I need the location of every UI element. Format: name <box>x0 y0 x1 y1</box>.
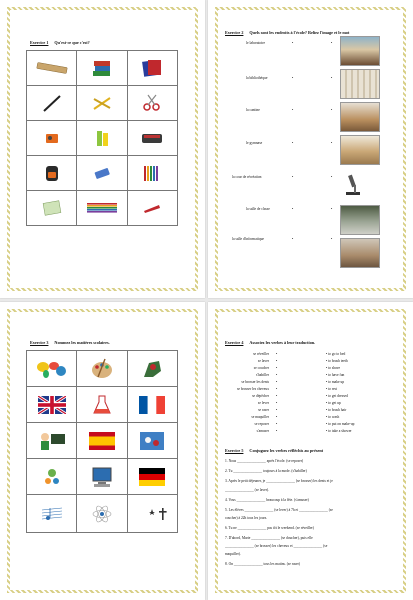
match-dot: • <box>292 207 294 211</box>
translation-item: • to go to bed <box>326 352 346 356</box>
history-icon <box>139 357 165 381</box>
place-label: la cantine <box>246 108 260 112</box>
match-dot: • <box>292 175 294 179</box>
grid-cell <box>127 387 177 423</box>
place-label: la salle de classe <box>246 207 270 211</box>
pen-icon <box>41 93 63 113</box>
grid-cell <box>127 495 177 533</box>
art-palette-icon <box>89 357 115 381</box>
match-dot: • <box>276 366 278 370</box>
match-dot: • <box>331 207 333 211</box>
worksheet-page-2 <box>208 0 413 298</box>
grid-cell <box>27 387 77 423</box>
grid-cell <box>77 121 127 156</box>
translation-item: • to rest <box>326 387 338 391</box>
corridor-photo <box>340 69 380 99</box>
sentence-line: 2. Tu ________________ toujours à la mode. (s'habiller) <box>225 469 307 473</box>
school-subjects-grid <box>26 350 178 533</box>
pencils-icon <box>91 93 113 113</box>
translation-item: • to wash <box>326 415 340 419</box>
match-dot: • <box>276 401 278 405</box>
exercise-1-heading: Exercice 1 Qu'est-ce que c'est? <box>30 40 90 45</box>
biology-icon <box>40 465 64 489</box>
translation-item: • to put on make-up <box>326 422 355 426</box>
exercise-3-heading: Exercice 3 Nommez les matières scolaires. <box>30 340 110 345</box>
translation-item: • to get up <box>326 401 341 405</box>
worksheet-page-3 <box>0 302 205 600</box>
translation-item: • to shave <box>326 366 341 370</box>
ruler-icon <box>35 61 69 75</box>
place-label: le gymnase <box>246 141 263 145</box>
grid-cell <box>27 459 77 495</box>
playground-photo <box>340 205 380 235</box>
sports-icon <box>138 430 166 452</box>
match-dot: • <box>331 237 333 241</box>
translation-item: • to brush hair <box>326 408 347 412</box>
translation-item: • to brush teeth <box>326 359 348 363</box>
world-map-icon <box>34 358 70 380</box>
stapler-icon <box>141 199 163 217</box>
match-dot: • <box>276 359 278 363</box>
sentence-line: 7. D'abord, Marie ________________ (se doucher), puis elle <box>225 536 313 540</box>
grid-cell <box>27 351 77 387</box>
grid-cell <box>77 387 127 423</box>
match-dot: • <box>292 41 294 45</box>
worksheet-page-1 <box>0 0 205 298</box>
exercise-2-heading: Exercice 2 Quels sont les endroits à l'école? Reliez l'image et le mot <box>225 30 350 35</box>
grid-cell <box>127 156 177 191</box>
place-label: la cour de récréation <box>232 175 262 179</box>
grid-cell <box>77 423 127 459</box>
classroom-photo <box>340 102 380 132</box>
backpack-icon <box>41 162 63 184</box>
microscope-icon <box>340 172 366 198</box>
cafeteria-photo <box>340 36 380 66</box>
grid-cell <box>27 121 77 156</box>
grid-cell <box>27 495 77 533</box>
uk-flag-icon <box>38 396 66 414</box>
scissors-icon <box>141 93 163 113</box>
translation-item: • to make up <box>326 380 345 384</box>
exercise-4-heading: Exercice 4 Associez les verbes à leur traduction. <box>225 340 316 345</box>
grid-cell <box>127 86 177 121</box>
grid-cell <box>127 51 177 86</box>
sentence-line: ________________ (se brosser) les cheveux et ________________ (se <box>225 544 328 548</box>
microscope-photo <box>340 172 366 198</box>
grid-cell <box>77 191 127 226</box>
verb-item: se réveiller <box>253 352 269 356</box>
match-dot: • <box>331 76 333 80</box>
germany-flag-icon <box>139 468 165 486</box>
exercise-5-heading: Exercice 5 Conjuguez les verbes réfléchis au présent <box>225 448 324 453</box>
match-dot: • <box>292 108 294 112</box>
match-dot: • <box>276 408 278 412</box>
verb-item: se brosser les dents <box>241 380 269 384</box>
grid-cell <box>127 351 177 387</box>
colored-pencils-icon <box>141 162 163 184</box>
grid-cell <box>77 86 127 121</box>
grid-cell <box>27 191 77 226</box>
verb-item: se coucher <box>253 366 269 370</box>
sentence-line: 3. Après le petit déjeuner, je ________________ (se brosser) les dents et je <box>225 479 333 483</box>
grid-cell <box>127 191 177 226</box>
felt-pens-icon <box>85 201 119 215</box>
glue-stick-icon <box>91 128 113 148</box>
verb-item: s'amuser <box>256 429 269 433</box>
sentence-line: 6. Tu ne ________________ pas tôt le weekend. (se réveiller) <box>225 526 314 530</box>
grid-cell <box>27 86 77 121</box>
match-dot: • <box>292 76 294 80</box>
translation-item: • to get dressed <box>326 394 348 398</box>
match-dot: • <box>331 41 333 45</box>
spain-flag-icon <box>89 432 115 450</box>
computer-room-photo <box>340 135 380 165</box>
france-flag-icon <box>139 396 165 414</box>
notebooks-icon <box>141 58 163 78</box>
match-dot: • <box>276 387 278 391</box>
grid-cell <box>77 495 127 533</box>
pencil-case-icon <box>140 128 164 148</box>
verb-item: se maquiller <box>251 415 269 419</box>
books-icon <box>91 58 113 78</box>
worksheet-page-4 <box>208 302 413 600</box>
sentence-line: 4. Vous ________________ beaucoup à la fête. (s'amuser) <box>225 498 309 502</box>
match-dot: • <box>276 415 278 419</box>
computer-icon <box>89 465 115 489</box>
physics-icon <box>90 502 114 526</box>
place-label: le laboratoire <box>246 41 266 45</box>
match-dot: • <box>292 237 294 241</box>
match-dot: • <box>331 141 333 145</box>
grid-cell <box>77 459 127 495</box>
sentence-line: 5. Les élèves ________________ (se lever) à 7h et ________________ (se <box>225 508 333 512</box>
place-label: la bibliothèque <box>246 76 268 80</box>
match-dot: • <box>276 352 278 356</box>
chemistry-flask-icon <box>91 393 113 417</box>
verb-item: se lever <box>257 401 269 405</box>
verb-item: se reposer <box>254 422 269 426</box>
sentence-line: coucher) à 22h tous les jours. <box>225 516 268 520</box>
grid-cell <box>27 156 77 191</box>
sharpener-icon <box>41 128 63 148</box>
sentence-line: maquiller). <box>225 552 241 556</box>
verb-item: se brosser les cheveux <box>236 387 269 391</box>
grid-cell <box>127 121 177 156</box>
grid-cell <box>127 459 177 495</box>
grid-cell <box>77 351 127 387</box>
match-dot: • <box>276 373 278 377</box>
match-dot: • <box>331 175 333 179</box>
grid-cell <box>127 423 177 459</box>
verb-item: s'habiller <box>255 373 269 377</box>
match-dot: • <box>276 380 278 384</box>
grid-cell <box>77 156 127 191</box>
grid-cell <box>27 423 77 459</box>
match-dot: • <box>276 422 278 426</box>
school-items-grid <box>26 50 178 226</box>
religion-symbols-icon <box>134 505 170 523</box>
library-photo <box>340 238 380 268</box>
teacher-icon <box>37 430 67 452</box>
grid-cell <box>77 51 127 86</box>
match-dot: • <box>292 141 294 145</box>
eraser-icon <box>91 163 113 183</box>
place-label: la salle d'informatique <box>232 237 264 241</box>
sentence-line: 8. On ________________ tous les matins. (se raser) <box>225 562 300 566</box>
grid-cell <box>27 51 77 86</box>
sentence-line: ________________ (se laver). <box>225 488 270 492</box>
verb-item: se laver <box>257 359 269 363</box>
verb-item: se raser <box>258 408 269 412</box>
match-dot: • <box>331 108 333 112</box>
translation-item: • to take a shower <box>326 429 352 433</box>
match-dot: • <box>276 394 278 398</box>
sentence-line: 1. Nous ________________ après l'école. (se reposer) <box>225 459 304 463</box>
music-icon <box>39 502 65 526</box>
verb-item: se dépêcher <box>252 394 269 398</box>
match-dot: • <box>276 429 278 433</box>
calculator-icon <box>41 199 63 217</box>
translation-item: • to have fun <box>326 373 345 377</box>
